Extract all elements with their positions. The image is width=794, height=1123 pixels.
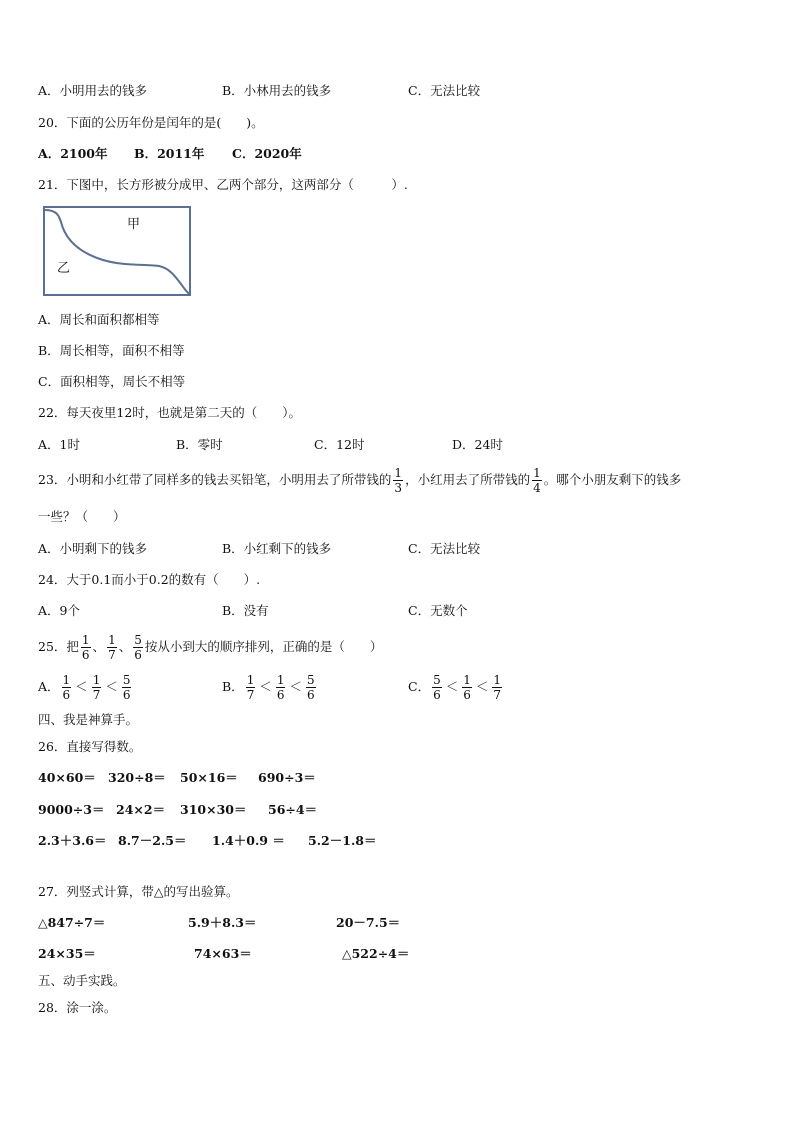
q23-fraction-1 [393, 466, 403, 495]
q25-b-frac-1-den: 7 [246, 688, 255, 702]
q25-b-frac-1-num: 1 [246, 673, 255, 687]
q25-a-frac-1-den: 6 [62, 688, 71, 702]
q25-sep1: 、 [92, 639, 106, 654]
q23-option-a: A．小明剩下的钱多 [38, 541, 148, 556]
q21-label-yi: 乙 [57, 261, 71, 276]
q25-a-frac-2-den: 7 [92, 688, 101, 702]
q22-option-c: C．12时 [314, 437, 365, 452]
q23-stem-d: 一些？（ ） [38, 509, 126, 524]
q26-r1-c4: 690÷3＝ [258, 770, 316, 785]
q25-option-c [408, 672, 504, 702]
q26-r2-c4: 56÷4＝ [268, 802, 318, 817]
q20-option-c: C．2020年 [232, 146, 302, 161]
section-5-heading: 五、动手实践。 [38, 973, 126, 988]
q25-option-b-letter: B． [222, 679, 244, 694]
q26-r3-c3: 1.4＋0.9 ＝ [212, 833, 285, 848]
q25-a-less-than-2: ＜ [105, 679, 118, 694]
q21-rectangle-figure [43, 206, 193, 298]
q25-b-frac-2 [276, 673, 286, 702]
q25-c-frac-2-num: 1 [463, 673, 471, 687]
q22-option-a: A．1时 [38, 437, 80, 452]
q24-option-c: C．无数个 [408, 603, 468, 618]
q22-stem: 22．每天夜里12时，也就是第二天的（ ）。 [38, 405, 302, 420]
q26-r1-c3: 50×16＝ [180, 770, 238, 785]
q25-a-frac-1 [62, 673, 72, 702]
q28-stem: 28．涂一涂。 [38, 1000, 117, 1015]
q25-c-frac-2 [462, 673, 472, 702]
q25-option-c-letter: C． [408, 679, 431, 694]
q26-r3-c2: 8.7－2.5＝ [118, 833, 187, 848]
q25-b-frac-3-den: 6 [307, 688, 315, 702]
q25-a-frac-3 [122, 673, 132, 702]
q25-b-frac-2-den: 6 [276, 688, 285, 702]
q27-r2-c2: 74×63＝ [194, 946, 252, 961]
q25-fraction-3 [133, 633, 143, 662]
q22-option-b: B．零时 [176, 437, 223, 452]
q27-r2-c3: △522÷4＝ [342, 946, 410, 961]
q25-c-frac-1 [432, 673, 442, 702]
q25-stem-b: 按从小到大的顺序排列，正确的是（ ） [144, 639, 383, 654]
q25-c-frac-1-num: 5 [433, 673, 441, 687]
q23-frac1-denominator: 3 [394, 481, 403, 495]
q20-option-b: B．2011年 [134, 146, 205, 161]
q26-r1-c1: 40×60＝ [38, 770, 96, 785]
q25-a-frac-2 [92, 673, 102, 702]
q27-r1-c3: 20－7.5＝ [336, 915, 401, 930]
q23-fraction-2 [532, 466, 542, 495]
q25-fraction-2 [107, 633, 117, 662]
q25-option-a-letter: A． [38, 679, 60, 694]
q25-c-frac-2-den: 6 [463, 688, 471, 702]
q22-option-d: D．24时 [452, 437, 503, 452]
q25-b-frac-2-num: 1 [276, 673, 285, 687]
q21-stem: 21．下图中，长方形被分成甲、乙两个部分，这两部分（ ）. [38, 177, 408, 192]
q23-stem-b: ，小红用去了所带钱的 [405, 472, 531, 487]
q27-r2-c1: 24×35＝ [38, 946, 96, 961]
q23-frac2-denominator: 4 [533, 481, 541, 495]
q27-r1-c1: △847÷7＝ [38, 915, 106, 930]
q25-f2-numerator: 1 [108, 633, 116, 647]
q25-a-less-than-1: ＜ [75, 679, 88, 694]
q25-option-b [222, 672, 318, 702]
q25-b-frac-1 [246, 673, 256, 702]
q21-option-b: B．周长相等，面积不相等 [38, 343, 185, 358]
q25-stem-line [38, 632, 382, 662]
q25-option-a [38, 672, 133, 702]
q25-f1-numerator: 1 [81, 633, 90, 647]
q24-stem: 24．大于0.1而小于0.2的数有（ ）. [38, 572, 261, 587]
q25-c-less-than-2: ＜ [475, 679, 489, 694]
q26-r2-c3: 310×30＝ [180, 802, 247, 817]
q25-f3-denominator: 6 [134, 648, 142, 662]
q25-a-frac-2-num: 1 [92, 673, 101, 687]
q25-b-less-than-1: ＜ [259, 679, 272, 694]
q25-c-less-than-1: ＜ [445, 679, 459, 694]
q23-option-b: B．小红剩下的钱多 [222, 541, 332, 556]
q25-b-frac-3-num: 5 [307, 673, 315, 687]
q25-fraction-1 [81, 633, 91, 662]
q25-stem-a: 25．把 [38, 639, 79, 654]
q25-c-frac-3-den: 7 [493, 688, 502, 702]
q26-r1-c2: 320÷8＝ [108, 770, 166, 785]
q20-option-a: A．2100年 [38, 146, 108, 161]
q20-stem: 20．下面的公历年份是闰年的是( )。 [38, 115, 264, 130]
q24-option-a: A．9个 [38, 603, 80, 618]
q27-r1-c2: 5.9＋8.3＝ [188, 915, 257, 930]
q25-sep2: 、 [118, 639, 132, 654]
q26-r3-c4: 5.2－1.8＝ [308, 833, 377, 848]
q23-frac2-numerator: 1 [533, 466, 541, 480]
q25-f1-denominator: 6 [81, 648, 90, 662]
q25-f3-numerator: 5 [134, 633, 142, 647]
q25-a-frac-3-den: 6 [122, 688, 131, 702]
q21-option-c: C．面积相等，周长不相等 [38, 374, 186, 389]
q26-r2-c2: 24×2＝ [116, 802, 166, 817]
q25-a-frac-1-num: 1 [62, 673, 71, 687]
q19-option-b: B．小林用去的钱多 [222, 83, 332, 98]
q25-c-frac-1-den: 6 [433, 688, 441, 702]
q25-c-frac-3 [492, 673, 502, 702]
q19-option-c: C．无法比较 [408, 83, 481, 98]
q26-r2-c1: 9000÷3＝ [38, 802, 105, 817]
q23-stem-a: 23．小明和小红带了同样多的钱去买铅笔，小明用去了所带钱的 [38, 472, 392, 487]
q21-label-jia: 甲 [127, 217, 141, 232]
q26-r3-c1: 2.3＋3.6＝ [38, 833, 107, 848]
q21-option-a: A．周长和面积都相等 [38, 312, 160, 327]
q25-b-less-than-2: ＜ [289, 679, 302, 694]
q23-stem-c: 。哪个小朋友剩下的钱多 [543, 472, 682, 487]
q23-frac1-numerator: 1 [394, 466, 403, 480]
q25-f2-denominator: 7 [108, 648, 116, 662]
q19-option-a: A．小明用去的钱多 [38, 83, 148, 98]
q25-b-frac-3 [306, 673, 316, 702]
section-4-heading: 四、我是神算手。 [38, 712, 139, 727]
q25-a-frac-3-num: 5 [122, 673, 131, 687]
q23-option-c: C．无法比较 [408, 541, 481, 556]
q24-option-b: B．没有 [222, 603, 269, 618]
q27-stem: 27．列竖式计算，带△的写出验算。 [38, 884, 239, 899]
q25-c-frac-3-num: 1 [493, 673, 502, 687]
q26-stem: 26．直接写得数。 [38, 739, 142, 754]
q23-stem-line [38, 465, 681, 495]
